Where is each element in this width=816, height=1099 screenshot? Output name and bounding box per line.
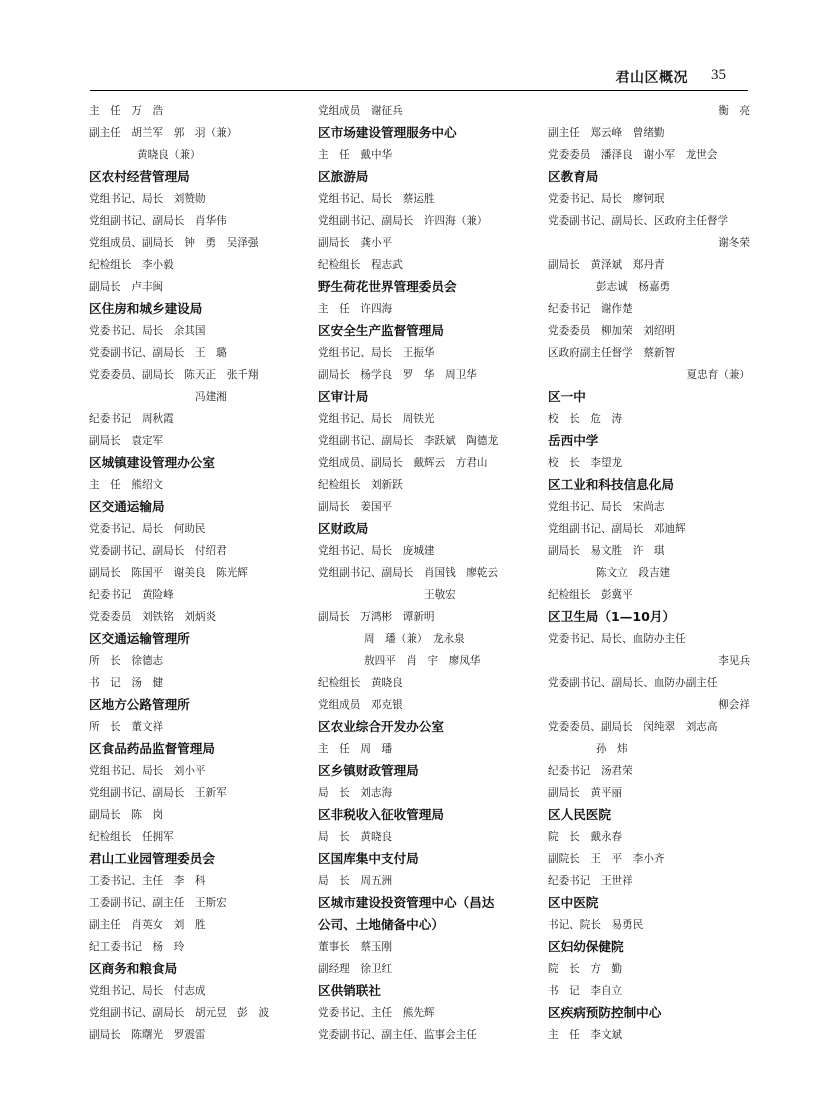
entry-line: 纪工委书记 杨 玲 (89, 941, 185, 953)
entry-line: 副主任 郑云峰 曾绪勤 (548, 127, 665, 139)
entry-continuation: 柳会祥 (718, 699, 750, 711)
entry-line: 纪检组长 李小毅 (89, 259, 174, 271)
entry-line: 党委委员、副局长 闵纯翠 刘志高 (548, 721, 718, 733)
entry-line: 副局长 卢丰闽 (89, 281, 164, 293)
entry-line: 董事长 蔡玉刚 (318, 941, 393, 953)
entry-continuation: 彭志诚 杨嘉勇 (596, 281, 671, 293)
entry-line: 副局长 龚小平 (318, 237, 393, 249)
section-heading: 区交通运输管理所 (89, 631, 190, 646)
entry-line: 副主任 肖英女 刘 胜 (89, 919, 206, 931)
entry-continuation: 王敬宏 (424, 589, 456, 601)
entry-line: 党委书记、局长 余其国 (89, 325, 206, 337)
entry-continuation: 冯建湘 (195, 391, 227, 403)
entry-line: 纪检组长 刘新跃 (318, 479, 403, 491)
entry-line: 纪委书记 汤君荣 (548, 765, 633, 777)
entry-line: 院 长 方 勤 (548, 963, 623, 975)
entry-line: 纪检组长 程志武 (318, 259, 403, 271)
section-heading: 区农业综合开发办公室 (318, 719, 444, 734)
entry-continuation: 黄晓良（兼） (137, 149, 201, 161)
section-heading: 野生荷花世界管理委员会 (318, 279, 457, 294)
entry-line: 党组成员 谢征兵 (318, 105, 403, 117)
entry-continuation: 夏忠育（兼） (686, 369, 750, 381)
entry-line: 纪委书记 谢作楚 (548, 303, 633, 315)
entry-line: 党委书记、局长、血防办主任 (548, 633, 686, 645)
entry-line: 副局长 陈曙光 罗震雷 (89, 1029, 206, 1041)
entry-line: 党组成员、副局长 钟 勇 吴泽强 (89, 237, 259, 249)
entry-line: 党组副书记、副局长 胡元昱 彭 波 (89, 1007, 270, 1019)
entry-line: 党组书记、局长 王振华 (318, 347, 435, 359)
entry-line: 局 长 周五洲 (318, 875, 393, 887)
entry-line: 党组成员 邓克银 (318, 699, 403, 711)
page-header (90, 64, 748, 91)
entry-line: 党委书记、局长 廖钶珉 (548, 193, 665, 205)
entry-line: 纪委书记 王世祥 (548, 875, 633, 887)
entry-line: 院 长 戴永春 (548, 831, 623, 843)
entry-line: 副局长 黄泽斌 郑丹青 (548, 259, 665, 271)
entry-line: 副局长 黄平丽 (548, 787, 623, 799)
entry-line: 党委副书记、副局长 王 璐 (89, 347, 227, 359)
section-heading: 区供销联社 (318, 983, 381, 998)
entry-line: 党组副书记、副局长 邓迪辉 (548, 523, 686, 535)
section-heading: 区商务和粮食局 (89, 961, 178, 976)
entry-line: 副主任 胡兰军 郭 羽（兼） (89, 127, 238, 139)
section-heading: 区交通运输局 (89, 499, 165, 514)
entry-line: 纪委书记 周秋霞 (89, 413, 174, 425)
entry-line: 主 任 万 浩 (89, 105, 164, 117)
entry-line: 党委副书记、副主任、监事会主任 (318, 1029, 477, 1041)
entry-line: 党组副书记、副局长 李跃斌 陶德龙 (318, 435, 499, 447)
column-1 (89, 100, 319, 1046)
section-heading: 区市场建设管理服务中心 (318, 125, 457, 140)
entry-line: 党组书记、局长 刘赞勋 (89, 193, 206, 205)
entry-line: 党委副书记、副局长 付绍君 (89, 545, 227, 557)
entry-line: 副院长 王 平 李小齐 (548, 853, 665, 865)
section-heading: 区非税收入征收管理局 (318, 807, 444, 822)
section-heading: 区疾病预防控制中心 (548, 1005, 662, 1020)
section-heading: 区人民医院 (548, 807, 611, 822)
entry-line: 纪委书记 黄险峰 (89, 589, 174, 601)
entry-line: 副局长 袁定军 (89, 435, 164, 447)
entry-line: 党组副书记、副局长 肖国钱 廖乾云 (318, 567, 499, 579)
entry-line: 纪检组长 任拥军 (89, 831, 174, 843)
section-heading: 区城市建设投资管理中心（昌达 (318, 895, 495, 910)
entry-continuation: 陈文立 段吉建 (596, 567, 671, 579)
section-heading: 区一中 (548, 389, 586, 404)
column-3 (548, 100, 750, 1046)
section-heading: 君山工业园管理委员会 (89, 851, 215, 866)
section-heading: 区乡镇财政管理局 (318, 763, 419, 778)
section-heading: 区食品药品监督管理局 (89, 741, 215, 756)
entry-line: 主 任 周 璠 (318, 743, 393, 755)
entry-continuation: 敖四平 肖 宇 廖凤华 (364, 655, 481, 667)
entry-line: 副局长 易文胜 许 琪 (548, 545, 665, 557)
entry-line: 党组书记、局长 蔡运胜 (318, 193, 435, 205)
entry-line: 副局长 陈国平 谢美良 陈光辉 (89, 567, 248, 579)
entry-line: 副经理 徐卫红 (318, 963, 393, 975)
entry-line: 纪检组长 彭冀平 (548, 589, 633, 601)
entry-line: 工委书记、主任 李 科 (89, 875, 206, 887)
entry-line: 副局长 杨学良 罗 华 周卫华 (318, 369, 477, 381)
entry-line: 党组书记、局长 宋尚志 (548, 501, 665, 513)
entry-line: 党委委员 潘泽良 谢小军 龙世会 (548, 149, 718, 161)
running-title: 君山区概况 (615, 70, 688, 86)
section-heading: 岳西中学 (548, 433, 599, 448)
entry-line: 副局长 万鸿彬 谭新明 (318, 611, 435, 623)
section-heading: 区地方公路管理所 (89, 697, 190, 712)
entry-line: 区政府副主任督学 蔡新智 (548, 347, 676, 359)
section-heading: 区教育局 (548, 169, 599, 184)
entry-line: 党组副书记、副局长 王新军 (89, 787, 227, 799)
entry-line: 工委副书记、副主任 王斯宏 (89, 897, 227, 909)
entry-line: 党委副书记、副局长、血防办副主任 (548, 677, 718, 689)
section-heading: 区审计局 (318, 389, 369, 404)
entry-line: 书 记 李自立 (548, 985, 623, 997)
entry-line: 党委书记、局长 何助民 (89, 523, 206, 535)
entry-line: 党组副书记、副局长 肖华伟 (89, 215, 227, 227)
section-heading: 公司、土地储备中心） (318, 917, 444, 932)
entry-continuation: 孙 炜 (596, 743, 628, 755)
entry-line: 党组副书记、副局长 许四海（兼） (318, 215, 488, 227)
entry-line: 副局长 陈 岗 (89, 809, 164, 821)
section-heading: 区卫生局（1—10月） (548, 609, 676, 624)
section-heading: 区住房和城乡建设局 (89, 301, 203, 316)
entry-line: 副局长 姜国平 (318, 501, 393, 513)
entry-line: 党委副书记、副局长、区政府主任督学 (548, 215, 729, 227)
column-2 (318, 100, 548, 1046)
entry-line: 党组书记、局长 刘小平 (89, 765, 206, 777)
entry-line: 校 长 李望龙 (548, 457, 623, 469)
section-heading: 区国库集中支付局 (318, 851, 419, 866)
entry-line: 党委委员 刘铁铭 刘炳炎 (89, 611, 217, 623)
entry-continuation: 衡 亮 (718, 105, 750, 117)
entry-continuation: 谢冬荣 (718, 237, 750, 249)
entry-continuation: 李见兵 (718, 655, 750, 667)
entry-line: 局 长 黄晓良 (318, 831, 393, 843)
entry-line: 主 任 李文斌 (548, 1029, 623, 1041)
section-heading: 区工业和科技信息化局 (548, 477, 674, 492)
section-heading: 区妇幼保健院 (548, 939, 624, 954)
entry-line: 书 记 汤 健 (89, 677, 164, 689)
entry-line: 校 长 危 涛 (548, 413, 623, 425)
entry-line: 党委委员 柳加荣 刘绍明 (548, 325, 676, 337)
entry-line: 党组成员、副局长 戴辉云 方君山 (318, 457, 488, 469)
entry-line: 党组书记、局长 庞城建 (318, 545, 435, 557)
entry-line: 所 长 董文祥 (89, 721, 164, 733)
entry-line: 党组书记、局长 付志成 (89, 985, 206, 997)
entry-line: 主 任 戴中华 (318, 149, 393, 161)
entry-line: 党组书记、局长 周铁光 (318, 413, 435, 425)
entry-line: 主 任 熊绍文 (89, 479, 164, 491)
entry-line: 党委委员、副局长 陈天正 张千翔 (89, 369, 259, 381)
entry-continuation: 周 璠（兼） 龙永泉 (364, 633, 465, 645)
entry-line: 局 长 刘志海 (318, 787, 393, 799)
entry-line: 主 任 许四海 (318, 303, 393, 315)
entry-line: 党委书记、主任 熊先辉 (318, 1007, 435, 1019)
section-heading: 区城镇建设管理办公室 (89, 455, 215, 470)
page-number: 35 (711, 67, 726, 83)
section-heading: 区财政局 (318, 521, 369, 536)
entry-line: 书记、院长 易勇民 (548, 919, 644, 931)
section-heading: 区农村经营管理局 (89, 169, 190, 184)
section-heading: 区中医院 (548, 895, 599, 910)
entry-line: 所 长 徐德志 (89, 655, 164, 667)
section-heading: 区旅游局 (318, 169, 369, 184)
section-heading: 区安全生产监督管理局 (318, 323, 444, 338)
entry-line: 纪检组长 黄晓良 (318, 677, 403, 689)
